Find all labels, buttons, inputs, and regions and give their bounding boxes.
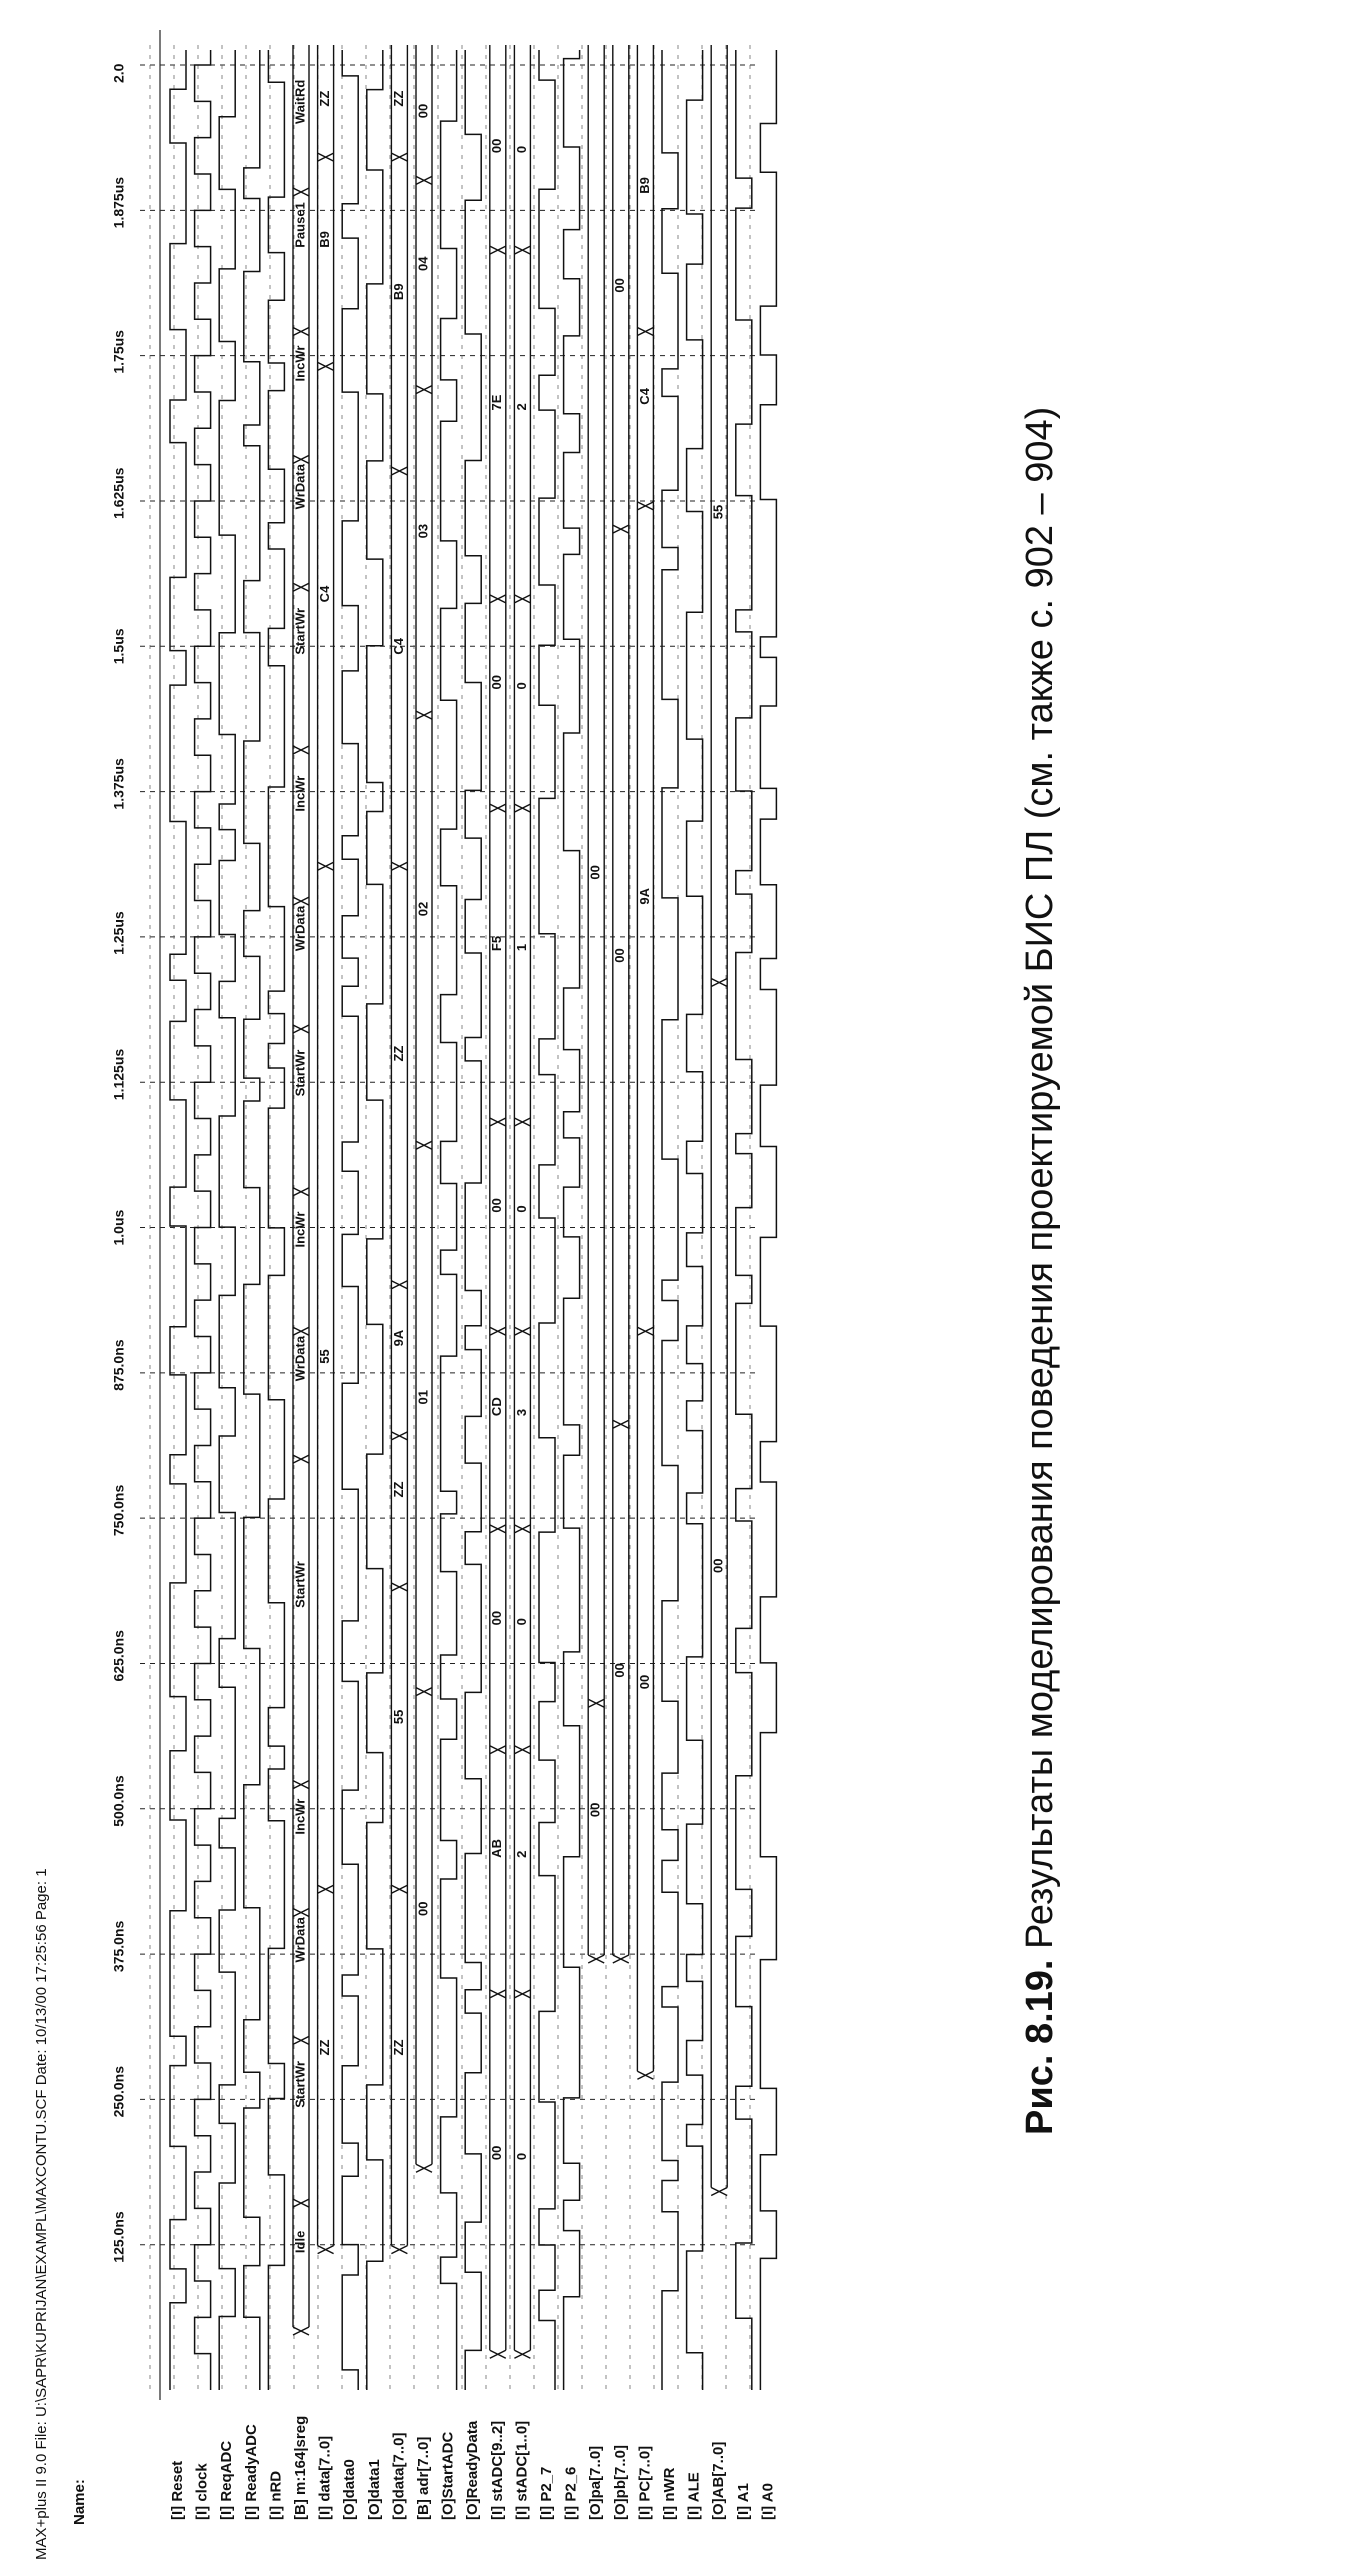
bus-value: WrData: [292, 1917, 308, 1963]
bus-transition: [293, 746, 309, 754]
time-tick-label: 1.25us: [110, 911, 127, 955]
signal-name: [I] ALE: [685, 2472, 703, 2520]
bus-transition: [490, 804, 506, 812]
bus-transition: [416, 1141, 432, 1149]
bus-transition: [293, 583, 309, 591]
bus-value: B9: [317, 231, 333, 248]
bus-value: 2: [513, 403, 529, 411]
bus-value: B9: [390, 283, 406, 301]
bus-transition: [391, 862, 407, 870]
bus-transition: [613, 1420, 629, 1428]
signal-name: [O]AB[7..0]: [710, 2441, 728, 2520]
bus-transition: [391, 467, 407, 475]
bus-value: 00: [489, 138, 505, 154]
bus-value: 01: [415, 1389, 431, 1405]
signal-name: [O]StartADC: [439, 2431, 457, 2520]
bus-transition: [391, 2246, 407, 2254]
bus-transition: [416, 1688, 432, 1696]
bit-waveform: [539, 50, 555, 2390]
figure-number: Рис. 8.19.: [1019, 1959, 1061, 2135]
bus-transition: [490, 595, 506, 603]
signal-name: [I] data[7..0]: [316, 2435, 334, 2520]
bit-waveform: [662, 50, 678, 2390]
bus-transition: [416, 2164, 432, 2172]
bus-value: ZZ: [390, 1045, 406, 1062]
signal-name: [O]data0: [341, 2459, 359, 2520]
bus-transition: [637, 1327, 653, 1335]
bus-value: 0: [513, 1205, 529, 1213]
bus-value: 55: [390, 1709, 406, 1725]
signal-name: [B] m:164|sreg: [291, 2415, 309, 2520]
time-tick-label: 625.0ns: [110, 1630, 127, 1682]
signal-name: [I] nRD: [267, 2470, 285, 2520]
bus-transition: [293, 328, 309, 336]
bus-transition: [391, 153, 407, 161]
bit-waveform: [465, 50, 481, 2390]
bit-waveform: [760, 50, 776, 2390]
time-tick-label: 500.0ns: [110, 1775, 127, 1827]
bus-value: 00: [587, 1802, 603, 1818]
bus-value: IncWr: [292, 1798, 308, 1835]
bus-value: WrData: [292, 464, 308, 510]
bus-transition: [490, 1327, 506, 1335]
bus-transition: [293, 1455, 309, 1463]
bus-transition: [293, 188, 309, 196]
signal-name: [I] A1: [734, 2483, 752, 2520]
bus-value: 04: [415, 256, 431, 271]
bus-value: StartWr: [292, 1049, 308, 1097]
bus-transition: [416, 176, 432, 184]
bus-value: IncWr: [292, 345, 308, 382]
bus-transition: [293, 455, 309, 463]
time-tick-label: 125.0ns: [110, 2211, 127, 2263]
bus-transition: [490, 1525, 506, 1533]
bus-value: WrData: [292, 905, 308, 952]
bus-transition: [318, 1885, 334, 1893]
bus-transition: [711, 979, 727, 987]
bus-transition: [391, 1432, 407, 1440]
figure-caption-text: Результаты моделирования поведения проектируемой БИС ПЛ (см. также с. 902 – 904): [1019, 406, 1061, 1960]
bus-value: IncWr: [292, 1211, 308, 1248]
signal-name: [I] Reset: [168, 2460, 186, 2520]
bus-value: 7E: [489, 394, 505, 411]
signal-name: [I] PC[7..0]: [636, 2445, 654, 2520]
bus-value: WaitRd: [292, 79, 308, 124]
names-title: Name:: [70, 2479, 88, 2525]
time-tick-label: 1.125us: [110, 1048, 127, 1101]
bus-transition: [514, 804, 530, 812]
time-tick-label: 1.75us: [110, 330, 127, 374]
time-tick-label: 375.0ns: [110, 1920, 127, 1973]
bus-transition: [293, 1909, 309, 1917]
signal-name: [I] clock: [193, 2463, 211, 2520]
bus-transition: [293, 2199, 309, 2207]
bus-transition: [514, 1746, 530, 1754]
bus-value: 3: [513, 1408, 529, 1417]
bus-value: 00: [489, 1610, 505, 1626]
bus-value: 55: [317, 1349, 333, 1364]
bus-transition: [391, 1281, 407, 1289]
bus-transition: [391, 1885, 407, 1893]
bus-transition: [637, 502, 653, 510]
bus-value: ZZ: [390, 2039, 406, 2056]
bit-waveform: [441, 50, 457, 2390]
clock-waveform: [195, 50, 211, 2390]
bit-waveform: [564, 50, 580, 2390]
signal-name: [O]data[7..0]: [390, 2432, 408, 2520]
bus-transition: [293, 1025, 309, 1033]
time-tick-label: 875.0ns: [110, 1339, 127, 1391]
bus-value: Pause1: [292, 202, 308, 248]
bus-value: IncWr: [292, 775, 308, 812]
bus-transition: [293, 1781, 309, 1789]
signal-name: [I] stADC[1..0]: [513, 2420, 531, 2520]
bus-transition: [514, 1327, 530, 1335]
bus-transition: [711, 2188, 727, 2196]
signal-name: [I] A0: [759, 2483, 777, 2520]
time-tick-label: 1.625us: [110, 467, 127, 519]
bus-value: WrData: [292, 1335, 308, 1382]
bus-transition: [293, 2327, 309, 2335]
signal-name: [I] P2_7: [537, 2466, 555, 2520]
signal-name: [O]pb[7..0]: [611, 2445, 629, 2520]
bus-transition: [613, 525, 629, 533]
bus-transition: [490, 246, 506, 254]
time-tick-label: 750.0ns: [110, 1484, 127, 1537]
bus-transition: [293, 1327, 309, 1335]
bus-value: CD: [489, 1397, 505, 1417]
bus-transition: [514, 1990, 530, 1998]
bus-value: ZZ: [390, 90, 406, 107]
bit-waveform: [244, 50, 260, 2390]
bus-value: 9A: [390, 1329, 406, 1347]
bus-transition: [588, 1699, 604, 1707]
bus-value: StartWr: [292, 1561, 308, 1608]
bus-transition: [490, 2350, 506, 2358]
signal-name: [I] P2_6: [562, 2466, 580, 2520]
bus-value: ZZ: [317, 2039, 333, 2056]
bus-value: 55: [710, 504, 726, 520]
bus-transition: [318, 362, 334, 370]
bus-transition: [514, 246, 530, 254]
bus-transition: [514, 595, 530, 603]
bus-transition: [318, 2246, 334, 2254]
bus-value: 03: [415, 523, 431, 539]
time-tick-label: 2.0: [110, 63, 127, 83]
signal-name: [B] adr[7..0]: [414, 2436, 432, 2520]
signal-name: [O]data1: [365, 2459, 383, 2520]
signal-name: [I] nWR: [660, 2467, 678, 2520]
bus-value: 00: [489, 1198, 505, 1213]
bus-value: 0: [513, 682, 529, 690]
bus-transition: [416, 711, 432, 719]
bus-transition: [293, 897, 309, 905]
bus-value: 0: [513, 1618, 529, 1626]
bus-value: 00: [636, 1674, 652, 1690]
bit-waveform: [342, 50, 358, 2390]
bus-value: 00: [612, 1663, 628, 1678]
bus-value: AB: [489, 1839, 505, 1858]
bus-value: 00: [415, 1901, 431, 1916]
bus-transition: [318, 153, 334, 161]
bus-transition: [293, 2036, 309, 2044]
bus-transition: [637, 2071, 653, 2079]
bus-value: C4: [636, 388, 652, 405]
bus-value: 00: [489, 2145, 505, 2161]
bus-value: Idle: [292, 2230, 308, 2254]
bus-transition: [490, 1118, 506, 1126]
bus-value: StartWr: [292, 2061, 308, 2108]
figure-caption: [1010, 406, 1070, 2135]
bus-value: F5: [489, 935, 505, 952]
bus-transition: [490, 1990, 506, 1998]
bus-value: 0: [513, 2152, 529, 2161]
bus-transition: [293, 1188, 309, 1196]
bus-value: B9: [636, 177, 652, 194]
bit-waveform: [736, 50, 752, 2390]
bus-transition: [514, 2350, 530, 2358]
bus-transition: [514, 1525, 530, 1533]
bus-value: 9A: [636, 887, 652, 905]
bus-value: 00: [489, 675, 505, 690]
bit-waveform: [268, 50, 284, 2390]
bus-transition: [588, 1955, 604, 1963]
bus-value: C4: [317, 585, 333, 603]
bus-value: 00: [710, 1558, 726, 1573]
time-tick-label: 1.0us: [110, 1209, 127, 1246]
bus-value: ZZ: [317, 90, 333, 107]
signal-name: [O]ReadyData: [464, 2420, 482, 2520]
bus-transition: [416, 386, 432, 394]
bit-waveform: [367, 50, 383, 2390]
bus-value: 2: [513, 1850, 529, 1858]
bus-value: 02: [415, 901, 431, 917]
bus-transition: [613, 1955, 629, 1963]
bus-transition: [490, 1746, 506, 1754]
signal-name: [I] ReqADC: [218, 2440, 236, 2520]
signal-name: [I] ReadyADC: [242, 2424, 260, 2520]
bit-waveform: [219, 50, 235, 2390]
bus-value: StartWr: [292, 607, 308, 655]
bit-waveform: [687, 50, 703, 2390]
bus-transition: [514, 1118, 530, 1126]
bus-transition: [637, 328, 653, 336]
bus-transition: [391, 1583, 407, 1591]
bus-transition: [318, 862, 334, 870]
time-tick-label: 1.5us: [110, 628, 127, 665]
time-tick-label: 1.375us: [110, 758, 127, 810]
bus-value: 1: [513, 943, 529, 952]
bus-value: 00: [612, 948, 628, 963]
bit-waveform: [170, 50, 186, 2390]
header-line: MAX+plus II 9.0 File: U:\SAPR\KUPRIJAN\EXAMPL\MAXCONTU.SCF Date: 10/13/00 17:25:56 Page: 1: [32, 1868, 50, 2560]
time-tick-label: 250.0ns: [110, 2066, 127, 2118]
bus-value: ZZ: [390, 1481, 406, 1498]
signal-name: [I] stADC[9..2]: [488, 2420, 506, 2520]
time-tick-label: 1.875us: [110, 176, 127, 229]
bus-value: 00: [612, 278, 628, 293]
bus-value: 0: [513, 145, 529, 154]
signal-name: [O]pa[7..0]: [587, 2445, 605, 2520]
bus-value: 00: [587, 865, 603, 880]
bus-value: 00: [415, 103, 431, 119]
bus-value: C4: [390, 638, 406, 655]
